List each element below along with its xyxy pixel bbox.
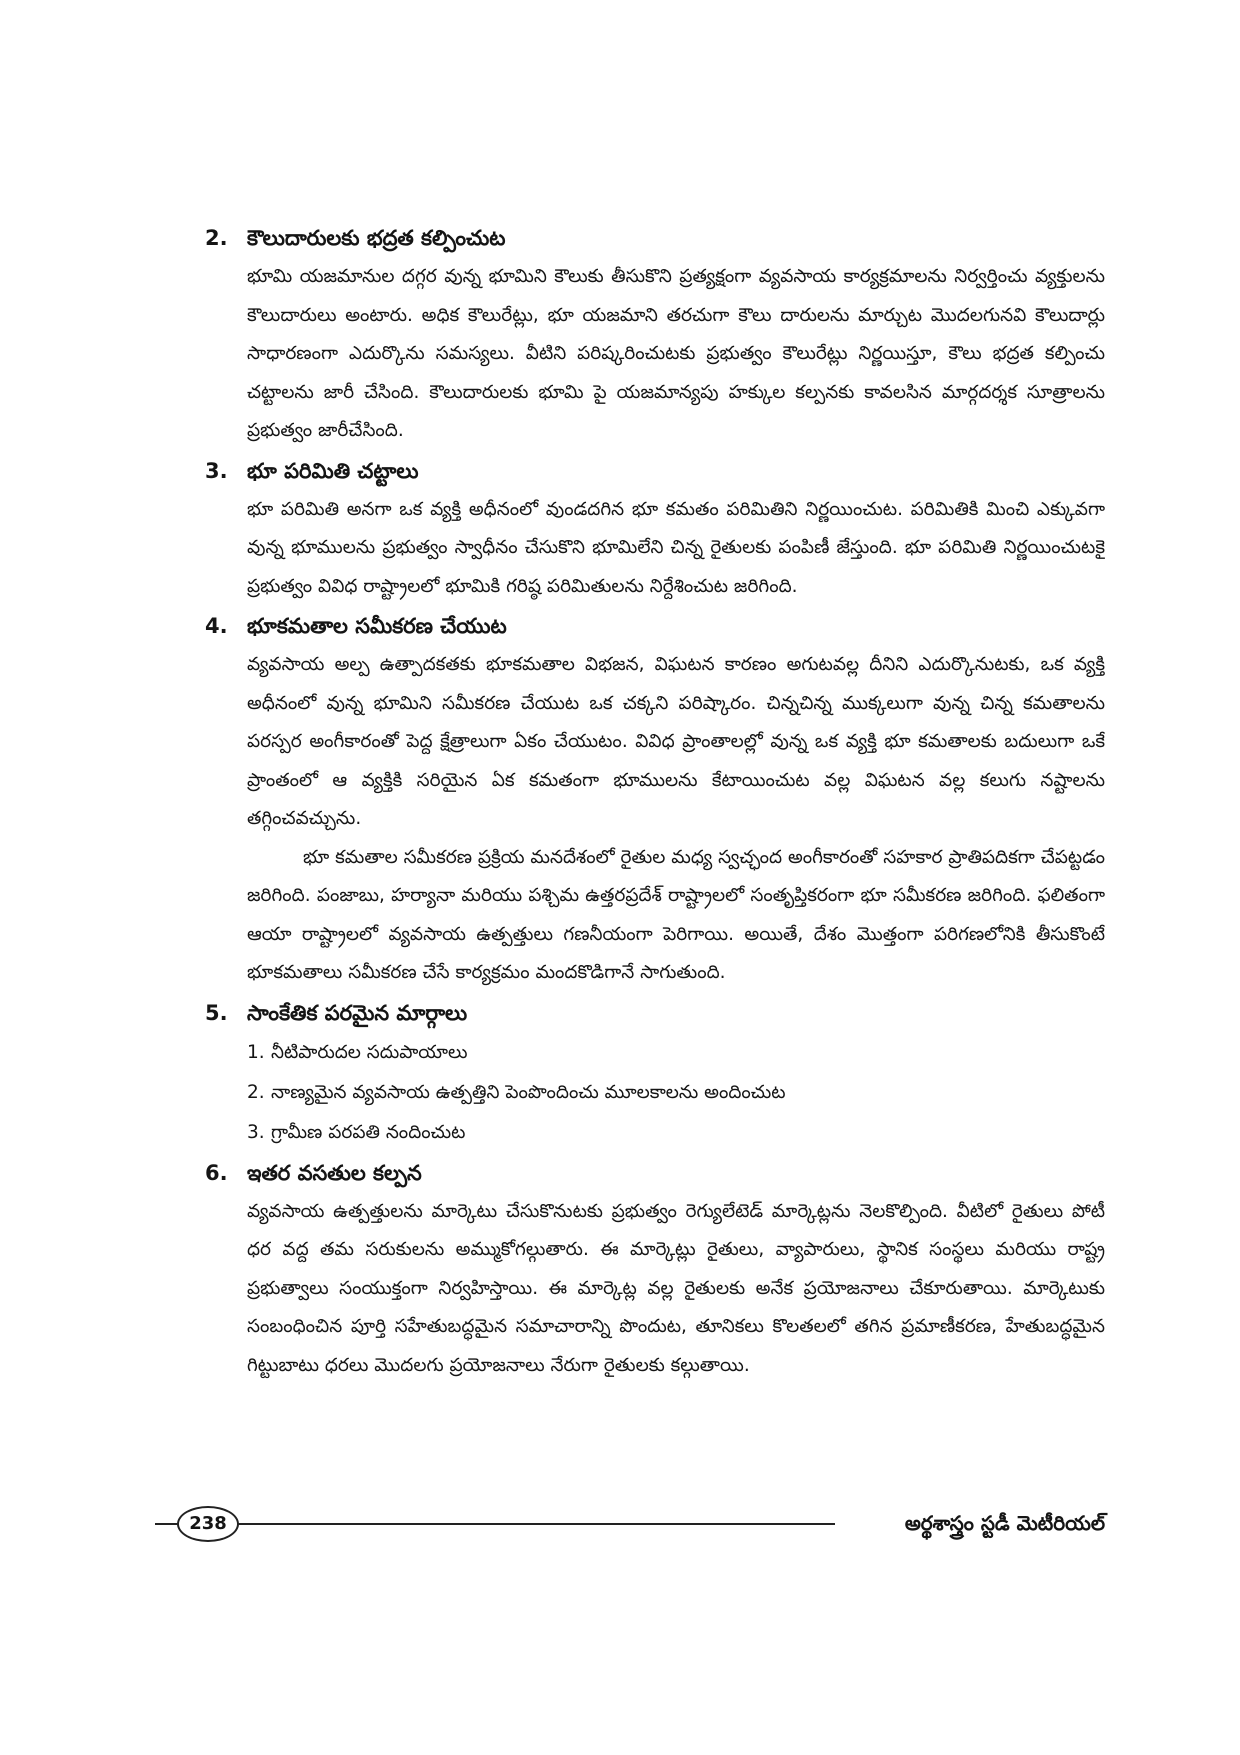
section-2 [205, 218, 1105, 451]
page-number: 238 [177, 1506, 239, 1542]
section-number: 6. [205, 1160, 228, 1185]
book-title: అర్థశాస్త్రం స్టడీ మెటీరియల్ [904, 1511, 1105, 1535]
page-content [205, 218, 1105, 1385]
list-item-text: నాణ్యమైన వ్యవసాయ ఉత్పత్తిని పెంపొందించు మూలకాలను అందించుట [271, 1081, 786, 1103]
section-6 [205, 1153, 1105, 1386]
section-number: 4. [205, 614, 228, 638]
list-item [247, 1073, 1105, 1113]
paragraph: వ్యవసాయ ఉత్పత్తులను మార్కెటు చేసుకొనుటకు ప్రభుత్వం రెగ్యులేటెడ్ మార్కెట్లను నెలకొల్పింది. వీటిలో రైతులు పోటీ ధర వద్ద తమ సరుకులను అమ్ముకోగల్గుతారు. ఈ మార్కెట్లు రైతులు, వ్యాపారులు, స్థానిక సంస్థలు మరియు రాష్ట్ర ప్రభుత్వాలు సంయుక్తంగా నిర్వహిస్తాయి. ఈ మార్కెట్ల వల్ల రైతులకు అనేక ప్రయోజనాలు చేకూరుతాయి. మార్కెటుకు సంబంధించిన పూర్తి సహేతుబద్ధమైన సమాచారాన్ని పొందుట, తూనికలు కొలతలలో తగిన ప్రమాణీకరణ, హేతుబద్ధమైన గిట్టుబాటు ధరలు మొదలగు ప్రయోజనాలు నేరుగా రైతులకు కల్గుతాయి. [247, 1200, 1105, 1376]
section-heading [205, 606, 1105, 646]
list-item-number: 2. [247, 1081, 265, 1103]
footer-divider [155, 1523, 835, 1525]
section-title: కౌలుదారులకు భద్రత కల్పించుట [247, 226, 506, 250]
section-title: ఇతర వసతుల కల్పన [247, 1160, 422, 1185]
list-item-number: 1. [247, 1041, 265, 1063]
section-4 [205, 606, 1105, 993]
list-item-text: గ్రామీణ పరపతి నందించుట [271, 1121, 466, 1143]
list-item-text: నీటిపారుదల సదుపాయాలు [271, 1041, 468, 1063]
page-footer [155, 1502, 1105, 1546]
section-3 [205, 451, 1105, 607]
paragraph: భూమి యజమానుల దగ్గర వున్న భూమిని కౌలుకు తీసుకొని ప్రత్యక్షంగా వ్యవసాయ కార్యక్రమాలను నిర్వర్తించు వ్యక్తులను కౌలుదారులు అంటారు. అధిక కౌలురేట్లు, భూ యజమాని తరచుగా కౌలు దారులను మార్చుట మొదలగునవి కౌలుదార్లు సాధారణంగా ఎదుర్కొను సమస్యలు. వీటిని పరిష్కరించుటకు ప్రభుత్వం కౌలురేట్లు నిర్ణయిస్తూ, కౌలు భద్రత కల్పించు చట్టాలను జారీ చేసింది. కౌలుదారులకు భూమి పై యజమాన్యపు హక్కుల కల్పనకు కావలసిన మార్గదర్శక సూత్రాలను ప్రభుత్వం జారీచేసింది. [247, 266, 1105, 441]
list-item [247, 1113, 1105, 1153]
section-number: 5. [205, 1000, 228, 1025]
section-heading [205, 218, 1105, 258]
paragraph: భూ కమతాల సమీకరణ ప్రక్రియ మనదేశంలో రైతుల మధ్య స్వచ్ఛంద అంగీకారంతో సహకార ప్రాతిపదికగా చేపట్టడం జరిగింది. పంజాబు, హర్యానా మరియు పశ్చిమ ఉత్తరప్రదేశ్ రాష్ట్రాలలో సంతృప్తికరంగా భూ సమీకరణ జరిగింది. ఫలితంగా ఆయా రాష్ట్రాలలో వ్యవసాయ ఉత్పత్తులు గణనీయంగా పెరిగాయి. అయితే, దేశం మొత్తంగా పరిగణలోనికి తీసుకొంటే భూకమతాలు సమీకరణ చేసే కార్యక్రమం మందకొడిగానే సాగుతుంది. [247, 846, 1105, 983]
list-item [247, 1033, 1105, 1073]
section-heading [205, 451, 1105, 491]
section-heading [205, 1153, 1105, 1193]
section-5 [205, 993, 1105, 1153]
section-heading [205, 993, 1105, 1033]
section-number: 3. [205, 458, 228, 483]
paragraph: వ్యవసాయ అల్ప ఉత్పాదకతకు భూకమతాల విభజన, విఘటన కారణం అగుటవల్ల దీనిని ఎదుర్కొనుటకు, ఒక వ్యక్తి అధీనంలో వున్న భూమిని సమీకరణ చేయుట ఒక చక్కని పరిష్కారం. చిన్నచిన్న ముక్కలుగా వున్న చిన్న కమతాలను పరస్పర అంగీకారంతో పెద్ద క్షేత్రాలుగా ఏకం చేయుటం. వివిధ ప్రాంతాలల్లో వున్న ఒక వ్యక్తి భూ కమతాలకు బదులుగా ఒకే ప్రాంతంలో ఆ వ్యక్తికి సరియైన ఏక కమతంగా భూములను కేటాయించుట వల్ల విఘటన వల్ల కలుగు నష్టాలను తగ్గించవచ్చును. [247, 654, 1105, 829]
section-title: భూ పరిమితి చట్టాలు [247, 458, 419, 483]
list-item-number: 3. [247, 1121, 265, 1143]
sub-list [247, 1033, 1105, 1153]
paragraph: భూ పరిమితి అనగా ఒక వ్యక్తి అధీనంలో వుండదగిన భూ కమతం పరిమితిని నిర్ణయించుట. పరిమితికి మించి ఎక్కువగా వున్న భూములను ప్రభుత్వం స్వాధీనం చేసుకొని భూమిలేని చిన్న రైతులకు పంపిణీ జేస్తుంది. భూ పరిమితి నిర్ణయించుటకై ప్రభుత్వం వివిధ రాష్ట్రాలలో భూమికి గరిష్ఠ పరిమితులను నిర్దేశించుట జరిగింది. [247, 498, 1105, 597]
section-title: భూకమతాల సమీకరణ చేయుట [247, 614, 507, 638]
section-number: 2. [205, 226, 228, 250]
section-title: సాంకేతిక పరమైన మార్గాలు [247, 1000, 468, 1025]
